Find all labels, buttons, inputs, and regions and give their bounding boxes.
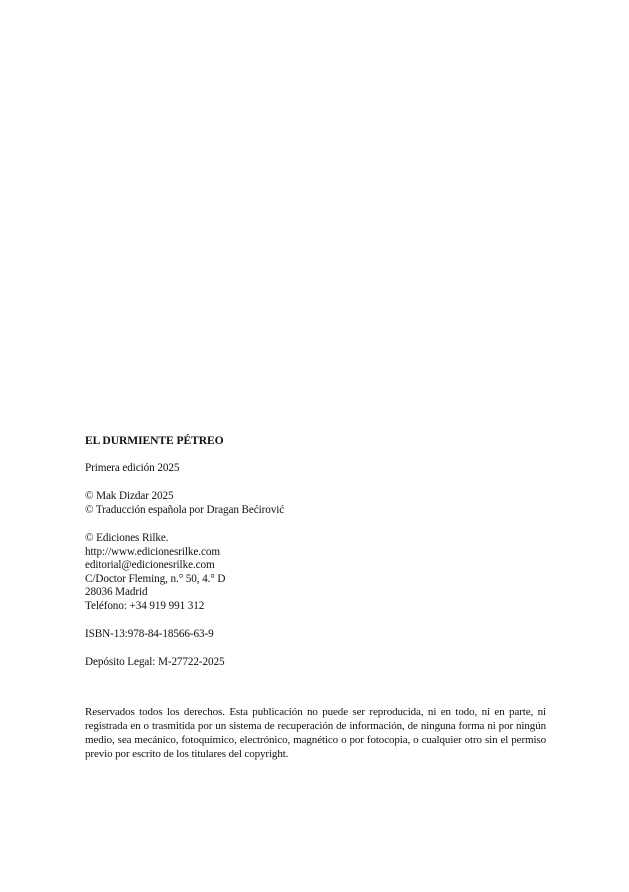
publisher-website: http://www.edicionesrilke.com — [85, 545, 220, 558]
rights-notice: Reservados todos los derechos. Esta publicación no puede ser reproducida, ni en todo, ni en parte, ni registrada en o trasmitida por un sistema de recuperación de información, de ninguna forma ni por ningún medio, sea mecánico, fotoquímico, electrónico, magnético o por fotocopia, o cualquier otro sin el permiso previo por escrito de los titulares del copyright. — [85, 706, 546, 760]
book-title: EL DURMIENTE PÉTREO — [85, 434, 224, 447]
translation-copyright: © Traducción española por Dragan Bećirović — [85, 503, 285, 516]
legal-deposit: Depósito Legal: M-27722-2025 — [85, 656, 225, 668]
copyright-notices — [85, 490, 545, 517]
publisher-phone: Teléfono: +34 919 991 312 — [85, 599, 205, 612]
author-copyright: © Mak Dizdar 2025 — [85, 490, 174, 502]
publisher-name: © Ediciones Rilke. — [85, 532, 169, 544]
publisher-email: editorial@edicionesrilke.com — [85, 559, 215, 572]
publisher-city: 28036 Madrid — [85, 586, 148, 599]
publisher-street: C/Doctor Fleming, n.° 50, 4.° D — [85, 572, 226, 585]
edition-info: Primera edición 2025 — [85, 462, 180, 474]
publisher-info — [85, 532, 545, 614]
isbn: ISBN-13:978-84-18566-63-9 — [85, 628, 214, 640]
